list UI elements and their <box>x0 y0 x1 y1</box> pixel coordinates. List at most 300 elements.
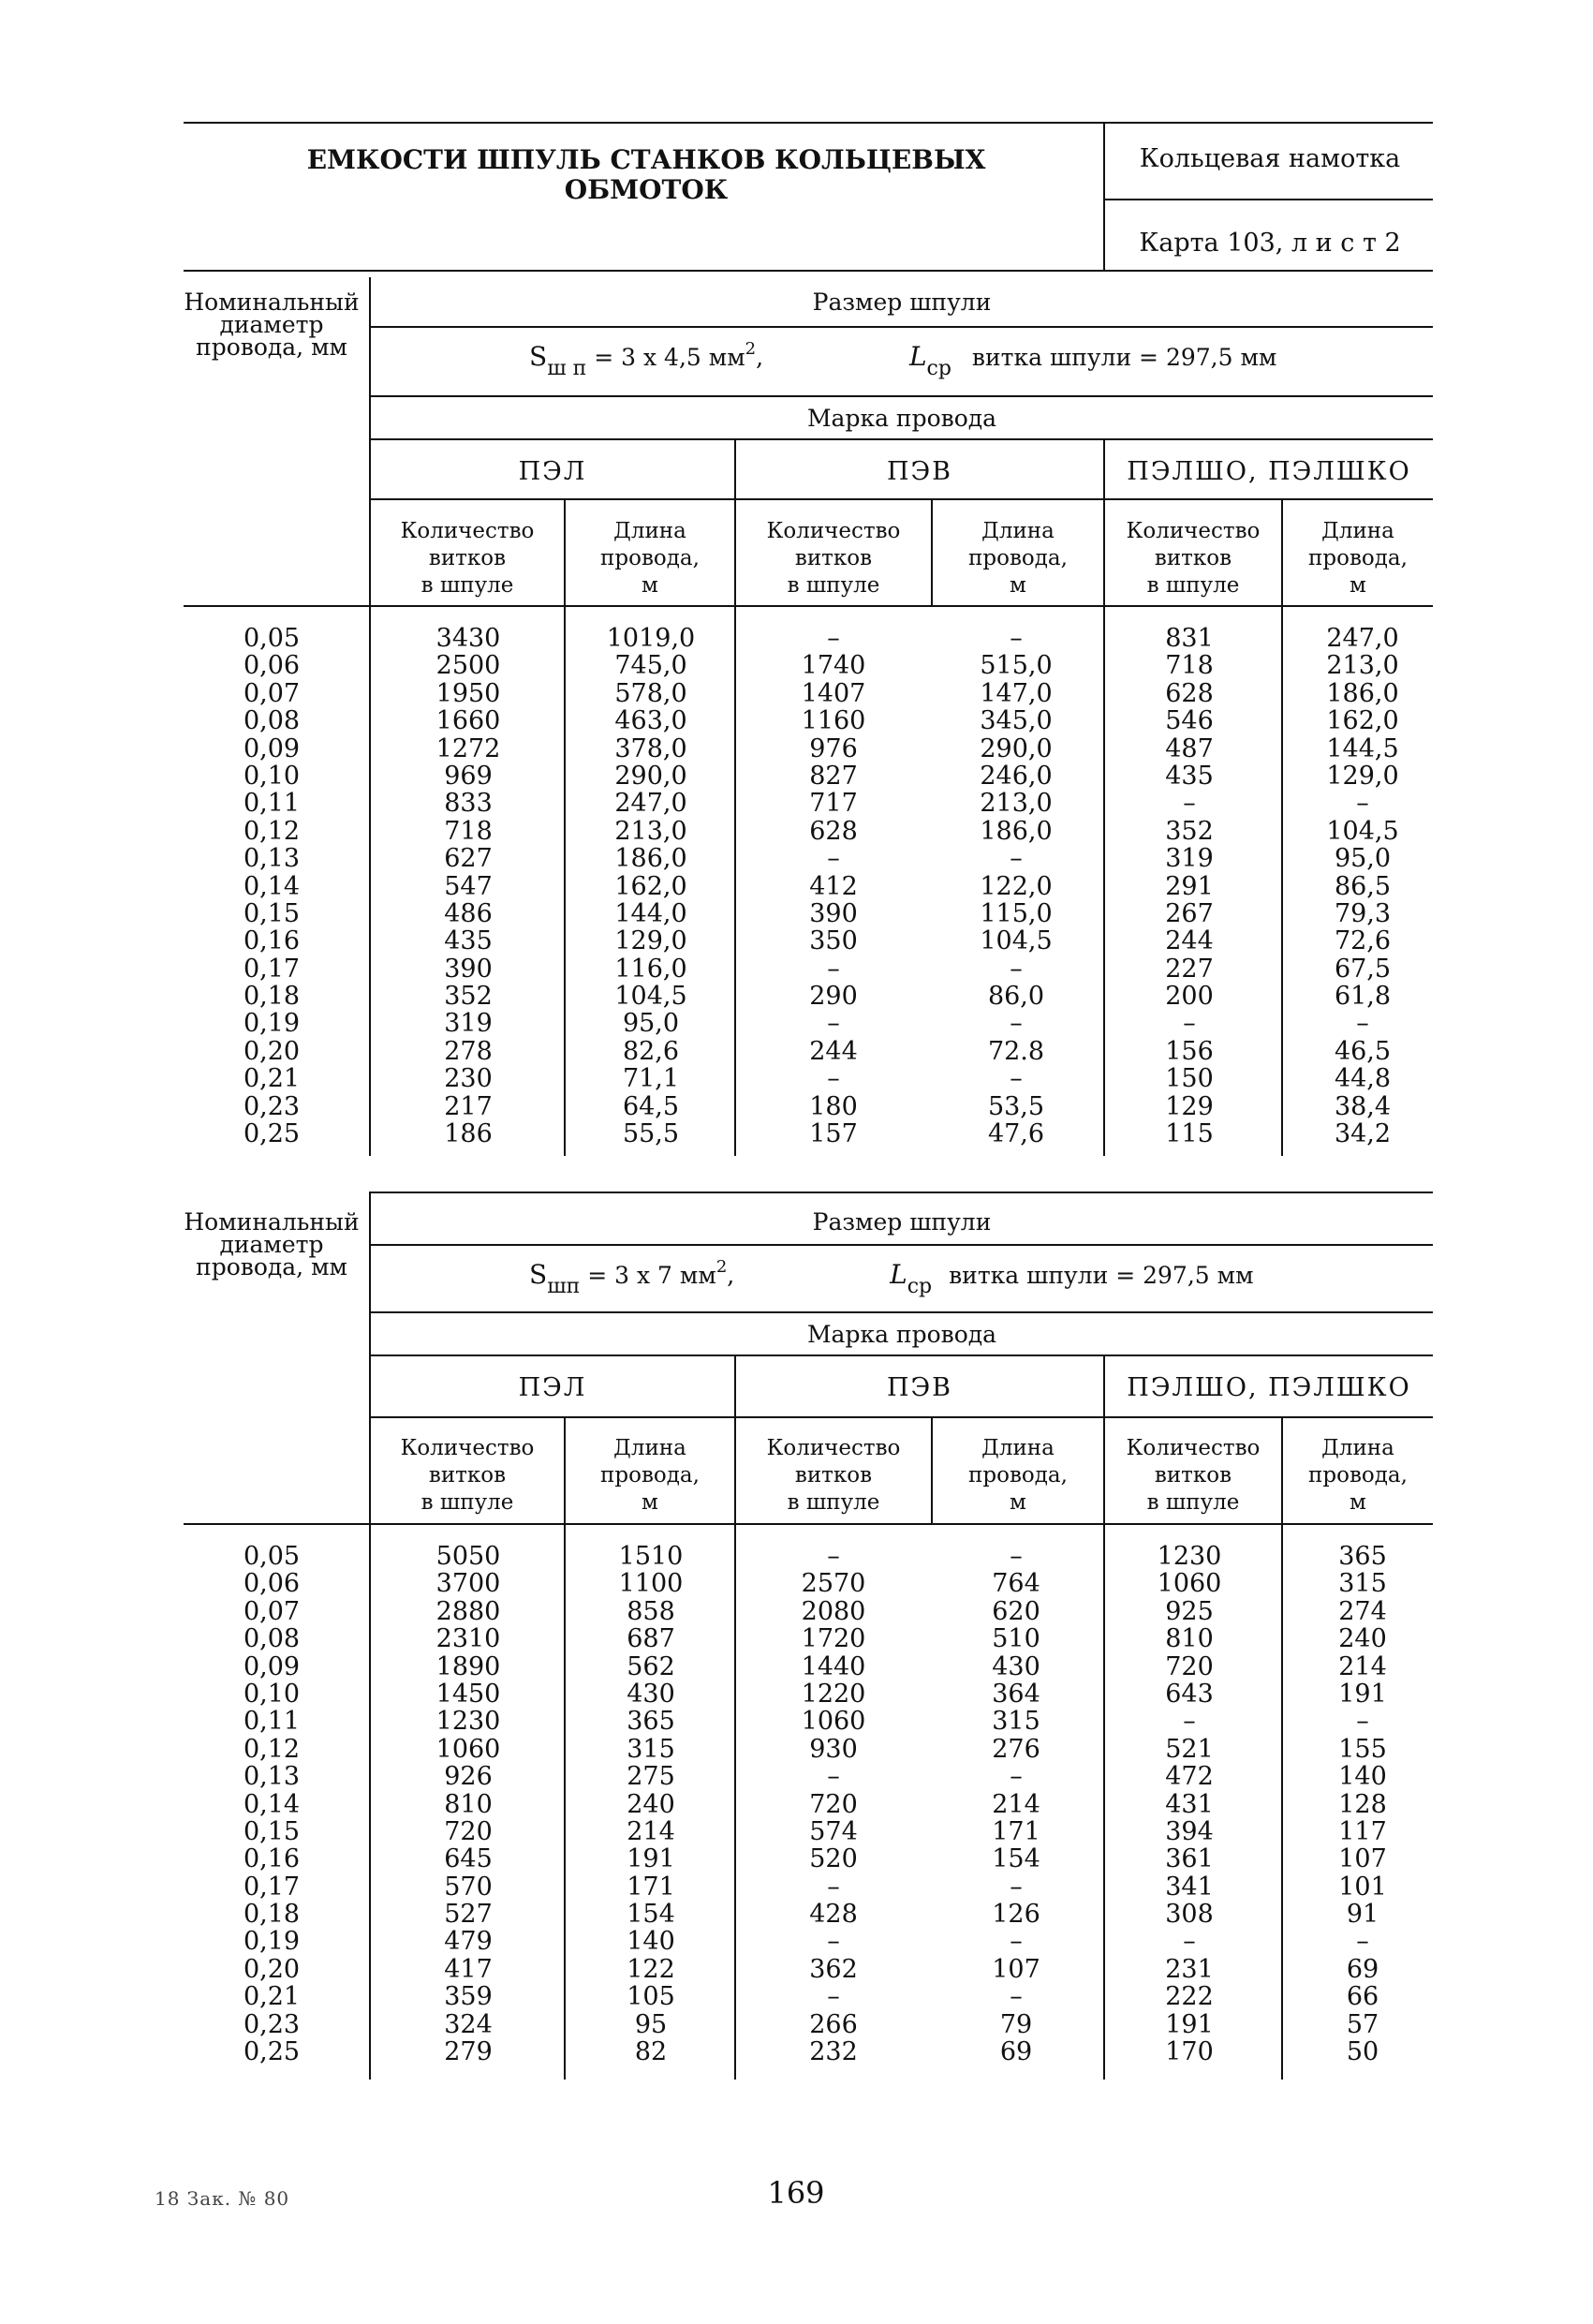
table-cell: 57 <box>1346 2009 1379 2039</box>
length-header: Длина провода, м <box>968 1436 1068 1515</box>
table-cell: 827 <box>809 761 858 791</box>
table-cell: – <box>827 1762 840 1792</box>
title-line-2: ОБМОТОК <box>564 174 729 205</box>
table-cell: 129,0 <box>614 926 687 956</box>
table-cell: 50 <box>1346 2037 1379 2067</box>
table-cell: – <box>827 844 840 874</box>
length-header: Длина провода, м <box>1308 1436 1408 1515</box>
table-cell: 833 <box>444 789 493 819</box>
table-cell: 0,07 <box>243 1596 301 1626</box>
table-cell: 104,5 <box>980 926 1053 956</box>
table-cell: 0,09 <box>243 733 301 763</box>
table-cell: 278 <box>444 1036 493 1066</box>
table-cell: 69 <box>999 2037 1033 2067</box>
table-cell: 315 <box>627 1734 675 1764</box>
table-cell: 547 <box>444 871 493 901</box>
table-cell: 290,0 <box>614 761 687 791</box>
brand-pev: ПЭВ <box>886 457 953 486</box>
table-cell: 319 <box>444 1009 493 1039</box>
count-header: Количество витков в шпуле <box>766 519 901 598</box>
table-cell: 104,5 <box>614 982 687 1012</box>
table-cell: 1407 <box>801 678 866 708</box>
spool-formula: Sш п = 3 x 4,5 $мм^2$, Lср витка шпули = 297,5 мм <box>529 339 1277 380</box>
pelsho-length-column <box>1306 1543 1419 2065</box>
table-cell: 0,12 <box>243 1734 301 1764</box>
table-cell: 643 <box>1165 1679 1214 1709</box>
table-cell: 47,6 <box>987 1119 1045 1149</box>
table-cell: 0,05 <box>243 1542 301 1571</box>
table-cell: 72,6 <box>1334 926 1392 956</box>
pev-length-column <box>955 1543 1077 2065</box>
table-cell: 574 <box>809 1816 858 1846</box>
table-cell: 390 <box>444 954 493 984</box>
table-cell: 240 <box>627 1789 675 1819</box>
table-cell: 0,10 <box>243 1679 301 1709</box>
table-cell: 0,25 <box>243 1119 301 1149</box>
table-cell: 64,5 <box>622 1091 680 1121</box>
table-cell: 105 <box>627 1982 675 2012</box>
table-cell: 0,25 <box>243 2037 301 2067</box>
table-cell: 214 <box>627 1816 675 1846</box>
table-cell: 435 <box>444 926 493 956</box>
table-cell: 247,0 <box>614 789 687 819</box>
table-cell: 144,0 <box>614 898 687 928</box>
table-cell: – <box>1183 1707 1196 1737</box>
table-cell: 222 <box>1165 1982 1214 2012</box>
table-cell: 291 <box>1165 871 1214 901</box>
page-title <box>281 145 1011 205</box>
table-cell: 266 <box>809 2009 858 2039</box>
table-cell: 247,0 <box>1326 624 1399 653</box>
diameter-column <box>225 625 318 1147</box>
table-cell: 510 <box>992 1624 1040 1654</box>
table-cell: 645 <box>444 1844 493 1874</box>
table-cell: 627 <box>444 844 493 874</box>
table-cell: 79,3 <box>1334 898 1392 928</box>
table-cell: 1510 <box>618 1542 684 1571</box>
table-cell: 46,5 <box>1334 1036 1392 1066</box>
table-cell: 129 <box>1165 1091 1214 1121</box>
table-cell: 412 <box>809 871 858 901</box>
pelsho-count-column <box>1138 625 1241 1147</box>
table-cell: 745,0 <box>614 651 687 681</box>
table-cell: 129,0 <box>1326 761 1399 791</box>
table-cell: 430 <box>992 1651 1040 1681</box>
table-cell: 0,05 <box>243 624 301 653</box>
pev-count-column <box>777 1543 890 2065</box>
table-cell: 0,20 <box>243 1954 301 1984</box>
table-cell: 0,11 <box>243 789 301 819</box>
table-cell: 417 <box>444 1954 493 1984</box>
table-cell: 0,14 <box>243 1789 301 1819</box>
table-cell: 546 <box>1165 706 1214 736</box>
table-cell: 67,5 <box>1334 954 1392 984</box>
table-cell: 515,0 <box>980 651 1053 681</box>
table-cell: 930 <box>809 1734 858 1764</box>
table-cell: 290 <box>809 982 858 1012</box>
table-cell: 324 <box>444 2009 493 2039</box>
table-cell: 155 <box>1338 1734 1387 1764</box>
table-cell: 718 <box>444 816 493 846</box>
table-cell: 1440 <box>801 1651 866 1681</box>
table-cell: – <box>1010 844 1023 874</box>
card-number: Карта 103, л и с т 2 <box>1139 229 1401 258</box>
table-cell: 352 <box>1165 816 1214 846</box>
table-cell: 1100 <box>618 1569 684 1599</box>
table-cell: – <box>1010 954 1023 984</box>
table-cell: 86,5 <box>1334 871 1392 901</box>
table-cell: 231 <box>1165 1954 1214 1984</box>
table-cell: – <box>1183 1009 1196 1039</box>
table-cell: 107 <box>1338 1844 1387 1874</box>
table-cell: 394 <box>1165 1816 1214 1846</box>
title-line-1: ЕМКОСТИ ШПУЛЬ СТАНКОВ КОЛЬЦЕВЫХ <box>306 144 986 175</box>
table-cell: 361 <box>1165 1844 1214 1874</box>
table-cell: – <box>827 1064 840 1094</box>
table-cell: 180 <box>809 1091 858 1121</box>
print-order-number: 18 Зак. № 80 <box>155 2187 290 2210</box>
table-cell: 214 <box>992 1789 1040 1819</box>
table-cell: – <box>1010 1542 1023 1571</box>
count-header: Количество витков в шпуле <box>766 1436 901 1515</box>
table-cell: 162,0 <box>1326 706 1399 736</box>
table-cell: 620 <box>992 1596 1040 1626</box>
table-cell: 2880 <box>435 1596 501 1626</box>
pelsho-length-column <box>1306 625 1419 1147</box>
table-cell: 0,15 <box>243 898 301 928</box>
table-cell: 122,0 <box>980 871 1053 901</box>
table-cell: 858 <box>627 1596 675 1626</box>
table-cell: 435 <box>1165 761 1214 791</box>
table-cell: 34,2 <box>1334 1119 1392 1149</box>
table-cell: 186,0 <box>1326 678 1399 708</box>
count-header: Количество витков в шпуле <box>1126 1436 1261 1515</box>
table-cell: 156 <box>1165 1036 1214 1066</box>
pel-count-column <box>412 625 524 1147</box>
brand-pel: ПЭЛ <box>518 457 587 486</box>
length-header: Длина провода, м <box>968 519 1068 598</box>
table-cell: 55,5 <box>622 1119 680 1149</box>
table-cell: 95,0 <box>622 1009 680 1039</box>
diameter-header: Номинальный диаметр провода, мм <box>184 1208 360 1280</box>
spool-size-header: Размер шпули <box>812 1208 992 1236</box>
table-cell: 628 <box>1165 678 1214 708</box>
table-cell: 1060 <box>801 1707 866 1737</box>
count-header: Количество витков в шпуле <box>400 519 535 598</box>
table-cell: 315 <box>992 1707 1040 1737</box>
table-cell: 44,8 <box>1334 1064 1392 1094</box>
table-cell: 0,18 <box>243 982 301 1012</box>
table-cell: 279 <box>444 2037 493 2067</box>
table-cell: 213,0 <box>980 789 1053 819</box>
table-cell: 200 <box>1165 982 1214 1012</box>
table-cell: 341 <box>1165 1872 1214 1902</box>
table-cell: 2570 <box>801 1569 866 1599</box>
table-cell: – <box>1183 1927 1196 1957</box>
table-cell: – <box>1356 1927 1369 1957</box>
pel-length-column <box>590 1543 712 2065</box>
table-cell: 101 <box>1338 1872 1387 1902</box>
table-cell: 976 <box>809 733 858 763</box>
pel-count-column <box>412 1543 524 2065</box>
table-cell: 319 <box>1165 844 1214 874</box>
table-cell: 520 <box>809 1844 858 1874</box>
table-cell: 562 <box>627 1651 675 1681</box>
table-cell: 0,08 <box>243 706 301 736</box>
table-cell: 628 <box>809 816 858 846</box>
table-cell: 0,17 <box>243 1872 301 1902</box>
table-cell: 0,09 <box>243 1651 301 1681</box>
table-cell: 764 <box>992 1569 1040 1599</box>
table-cell: 191 <box>627 1844 675 1874</box>
table-cell: 350 <box>809 926 858 956</box>
table-cell: 122 <box>627 1954 675 1984</box>
table-cell: 1230 <box>435 1707 501 1737</box>
table-cell: 0,11 <box>243 1707 301 1737</box>
table-cell: 720 <box>809 1789 858 1819</box>
table-cell: 570 <box>444 1872 493 1902</box>
table-cell: 191 <box>1338 1679 1387 1709</box>
table-cell: 244 <box>1165 926 1214 956</box>
table-cell: 191 <box>1165 2009 1214 2039</box>
table-cell: 352 <box>444 982 493 1012</box>
spool-size-header: Размер шпули <box>812 289 992 316</box>
table-cell: 1060 <box>435 1734 501 1764</box>
table-cell: 810 <box>1165 1624 1214 1654</box>
table-cell: 717 <box>809 789 858 819</box>
diameter-column <box>225 1543 318 2065</box>
table-cell: 1272 <box>435 733 501 763</box>
table-cell: 157 <box>809 1119 858 1149</box>
table-cell: 365 <box>627 1707 675 1737</box>
table-cell: 0,21 <box>243 1982 301 2012</box>
table-cell: 1740 <box>801 651 866 681</box>
wire-brand-header: Марка провода <box>806 405 997 432</box>
table-cell: 276 <box>992 1734 1040 1764</box>
table-cell: 0,15 <box>243 1816 301 1846</box>
table-cell: 0,16 <box>243 1844 301 1874</box>
table-cell: 230 <box>444 1064 493 1094</box>
table-cell: 2500 <box>435 651 501 681</box>
table-cell: 0,06 <box>243 651 301 681</box>
table-cell: 213,0 <box>1326 651 1399 681</box>
table-cell: 925 <box>1165 1596 1214 1626</box>
table-cell: 91 <box>1346 1900 1379 1930</box>
table-cell: 345,0 <box>980 706 1053 736</box>
table-cell: 267 <box>1165 898 1214 928</box>
table-cell: 1450 <box>435 1679 501 1709</box>
table-cell: 0,19 <box>243 1009 301 1039</box>
table-cell: – <box>827 1927 840 1957</box>
table-cell: – <box>1356 789 1369 819</box>
table-cell: 0,07 <box>243 678 301 708</box>
table-cell: 290,0 <box>980 733 1053 763</box>
table-cell: 140 <box>1338 1762 1387 1792</box>
table-cell: 1060 <box>1157 1569 1222 1599</box>
table-cell: 521 <box>1165 1734 1214 1764</box>
table-cell: 246,0 <box>980 761 1053 791</box>
table-cell: 107 <box>992 1954 1040 1984</box>
table-cell: 1720 <box>801 1624 866 1654</box>
table-cell: 463,0 <box>614 706 687 736</box>
table-cell: 1220 <box>801 1679 866 1709</box>
count-header: Количество витков в шпуле <box>1126 519 1261 598</box>
wire-brand-header: Марка провода <box>806 1321 997 1348</box>
table-cell: – <box>1356 1009 1369 1039</box>
table-cell: 1019,0 <box>606 624 696 653</box>
table-cell: 186,0 <box>980 816 1053 846</box>
table-cell: 227 <box>1165 954 1214 984</box>
brand-pelsho: ПЭЛШО, ПЭЛШКО <box>1127 1373 1411 1402</box>
table-cell: 0,10 <box>243 761 301 791</box>
table-cell: 86,0 <box>987 982 1045 1012</box>
table-cell: 126 <box>992 1900 1040 1930</box>
table-cell: 364 <box>992 1679 1040 1709</box>
table-cell: 1160 <box>801 706 866 736</box>
table-cell: 479 <box>444 1927 493 1957</box>
table-cell: 378,0 <box>614 733 687 763</box>
table-cell: 0,06 <box>243 1569 301 1599</box>
table-cell: – <box>1356 1707 1369 1737</box>
table-cell: 217 <box>444 1091 493 1121</box>
table-cell: – <box>1010 1064 1023 1094</box>
length-header: Длина провода, м <box>600 1436 700 1515</box>
table-cell: 362 <box>809 1954 858 1984</box>
count-header: Количество витков в шпуле <box>400 1436 535 1515</box>
table-cell: 0,17 <box>243 954 301 984</box>
table-cell: 82,6 <box>622 1036 680 1066</box>
table-cell: 274 <box>1338 1596 1387 1626</box>
table-cell: – <box>827 954 840 984</box>
table-cell: 61,8 <box>1334 982 1392 1012</box>
table-cell: 365 <box>1338 1542 1387 1571</box>
table-cell: 72.8 <box>987 1036 1045 1066</box>
table-cell: 170 <box>1165 2037 1214 2067</box>
table-cell: 308 <box>1165 1900 1214 1930</box>
pev-count-column <box>777 625 890 1147</box>
table-cell: 115,0 <box>980 898 1053 928</box>
table-cell: 140 <box>627 1927 675 1957</box>
table-cell: 487 <box>1165 733 1214 763</box>
table-cell: 150 <box>1165 1064 1214 1094</box>
table-cell: 117 <box>1338 1816 1387 1846</box>
table-cell: 82 <box>634 2037 668 2067</box>
table-cell: – <box>827 1009 840 1039</box>
table-cell: 527 <box>444 1900 493 1930</box>
length-header: Длина провода, м <box>1308 519 1408 598</box>
table-cell: 359 <box>444 1982 493 2012</box>
table-cell: – <box>1010 1872 1023 1902</box>
table-cell: 79 <box>999 2009 1033 2039</box>
table-cell: 116,0 <box>614 954 687 984</box>
table-cell: 154 <box>627 1900 675 1930</box>
pev-length-column <box>955 625 1077 1147</box>
pel-length-column <box>590 625 712 1147</box>
table-cell: 69 <box>1346 1954 1379 1984</box>
table-cell: 275 <box>627 1762 675 1792</box>
table-cell: 1890 <box>435 1651 501 1681</box>
brand-pev: ПЭВ <box>886 1373 953 1402</box>
table-cell: – <box>827 1872 840 1902</box>
table-cell: 430 <box>627 1679 675 1709</box>
table-cell: 0,13 <box>243 844 301 874</box>
table-cell: 969 <box>444 761 493 791</box>
table-cell: 687 <box>627 1624 675 1654</box>
page-number: 169 <box>767 2175 825 2211</box>
table-cell: 831 <box>1165 624 1214 653</box>
table-cell: 3700 <box>435 1569 501 1599</box>
table-cell: – <box>1183 789 1196 819</box>
table-cell: 104,5 <box>1326 816 1399 846</box>
brand-pel: ПЭЛ <box>518 1373 587 1402</box>
length-header: Длина провода, м <box>600 519 700 598</box>
table-cell: 171 <box>992 1816 1040 1846</box>
table-cell: – <box>827 624 840 653</box>
table-cell: 95,0 <box>1334 844 1392 874</box>
table-cell: 154 <box>992 1844 1040 1874</box>
table-cell: 720 <box>1165 1651 1214 1681</box>
table-cell: 431 <box>1165 1789 1214 1819</box>
table-cell: 0,20 <box>243 1036 301 1066</box>
table-cell: 186,0 <box>614 844 687 874</box>
spool-formula: Sшп = 3 x 7 $мм^2$, Lср витка шпули = 297,5 мм <box>529 1257 1254 1298</box>
table-cell: 486 <box>444 898 493 928</box>
table-cell: – <box>1010 1762 1023 1792</box>
table-cell: 810 <box>444 1789 493 1819</box>
table-cell: 144,5 <box>1326 733 1399 763</box>
table-cell: 53,5 <box>987 1091 1045 1121</box>
table-cell: 214 <box>1338 1651 1387 1681</box>
section-name: Кольцевая намотка <box>1139 144 1401 173</box>
table-cell: 171 <box>627 1872 675 1902</box>
table-cell: 115 <box>1165 1119 1214 1149</box>
table-cell: 0,21 <box>243 1064 301 1094</box>
table-cell: 1660 <box>435 706 501 736</box>
table-cell: 578,0 <box>614 678 687 708</box>
table-cell: 0,16 <box>243 926 301 956</box>
table-cell: 2310 <box>435 1624 501 1654</box>
brand-pelsho: ПЭЛШО, ПЭЛШКО <box>1127 457 1411 486</box>
table-cell: 3430 <box>435 624 501 653</box>
table-cell: 213,0 <box>614 816 687 846</box>
table-cell: 428 <box>809 1900 858 1930</box>
diameter-header: Номинальный диаметр провода, мм <box>184 289 360 361</box>
table-cell: 38,4 <box>1334 1091 1392 1121</box>
table-cell: 95 <box>634 2009 668 2039</box>
table-cell: – <box>827 1982 840 2012</box>
table-cell: – <box>1010 1009 1023 1039</box>
table-cell: – <box>827 1542 840 1571</box>
table-cell: 0,14 <box>243 871 301 901</box>
table-cell: 244 <box>809 1036 858 1066</box>
table-cell: 0,12 <box>243 816 301 846</box>
table-cell: 1230 <box>1157 1542 1222 1571</box>
table-cell: 186 <box>444 1119 493 1149</box>
table-cell: 720 <box>444 1816 493 1846</box>
table-cell: 232 <box>809 2037 858 2067</box>
pelsho-count-column <box>1138 1543 1241 2065</box>
table-cell: 0,08 <box>243 1624 301 1654</box>
table-cell: 71,1 <box>622 1064 680 1094</box>
table-cell: 0,18 <box>243 1900 301 1930</box>
table-cell: 2080 <box>801 1596 866 1626</box>
table-cell: 0,19 <box>243 1927 301 1957</box>
table-cell: 147,0 <box>980 678 1053 708</box>
table-cell: 1950 <box>435 678 501 708</box>
table-cell: 128 <box>1338 1789 1387 1819</box>
table-cell: 472 <box>1165 1762 1214 1792</box>
table-cell: 0,23 <box>243 2009 301 2039</box>
